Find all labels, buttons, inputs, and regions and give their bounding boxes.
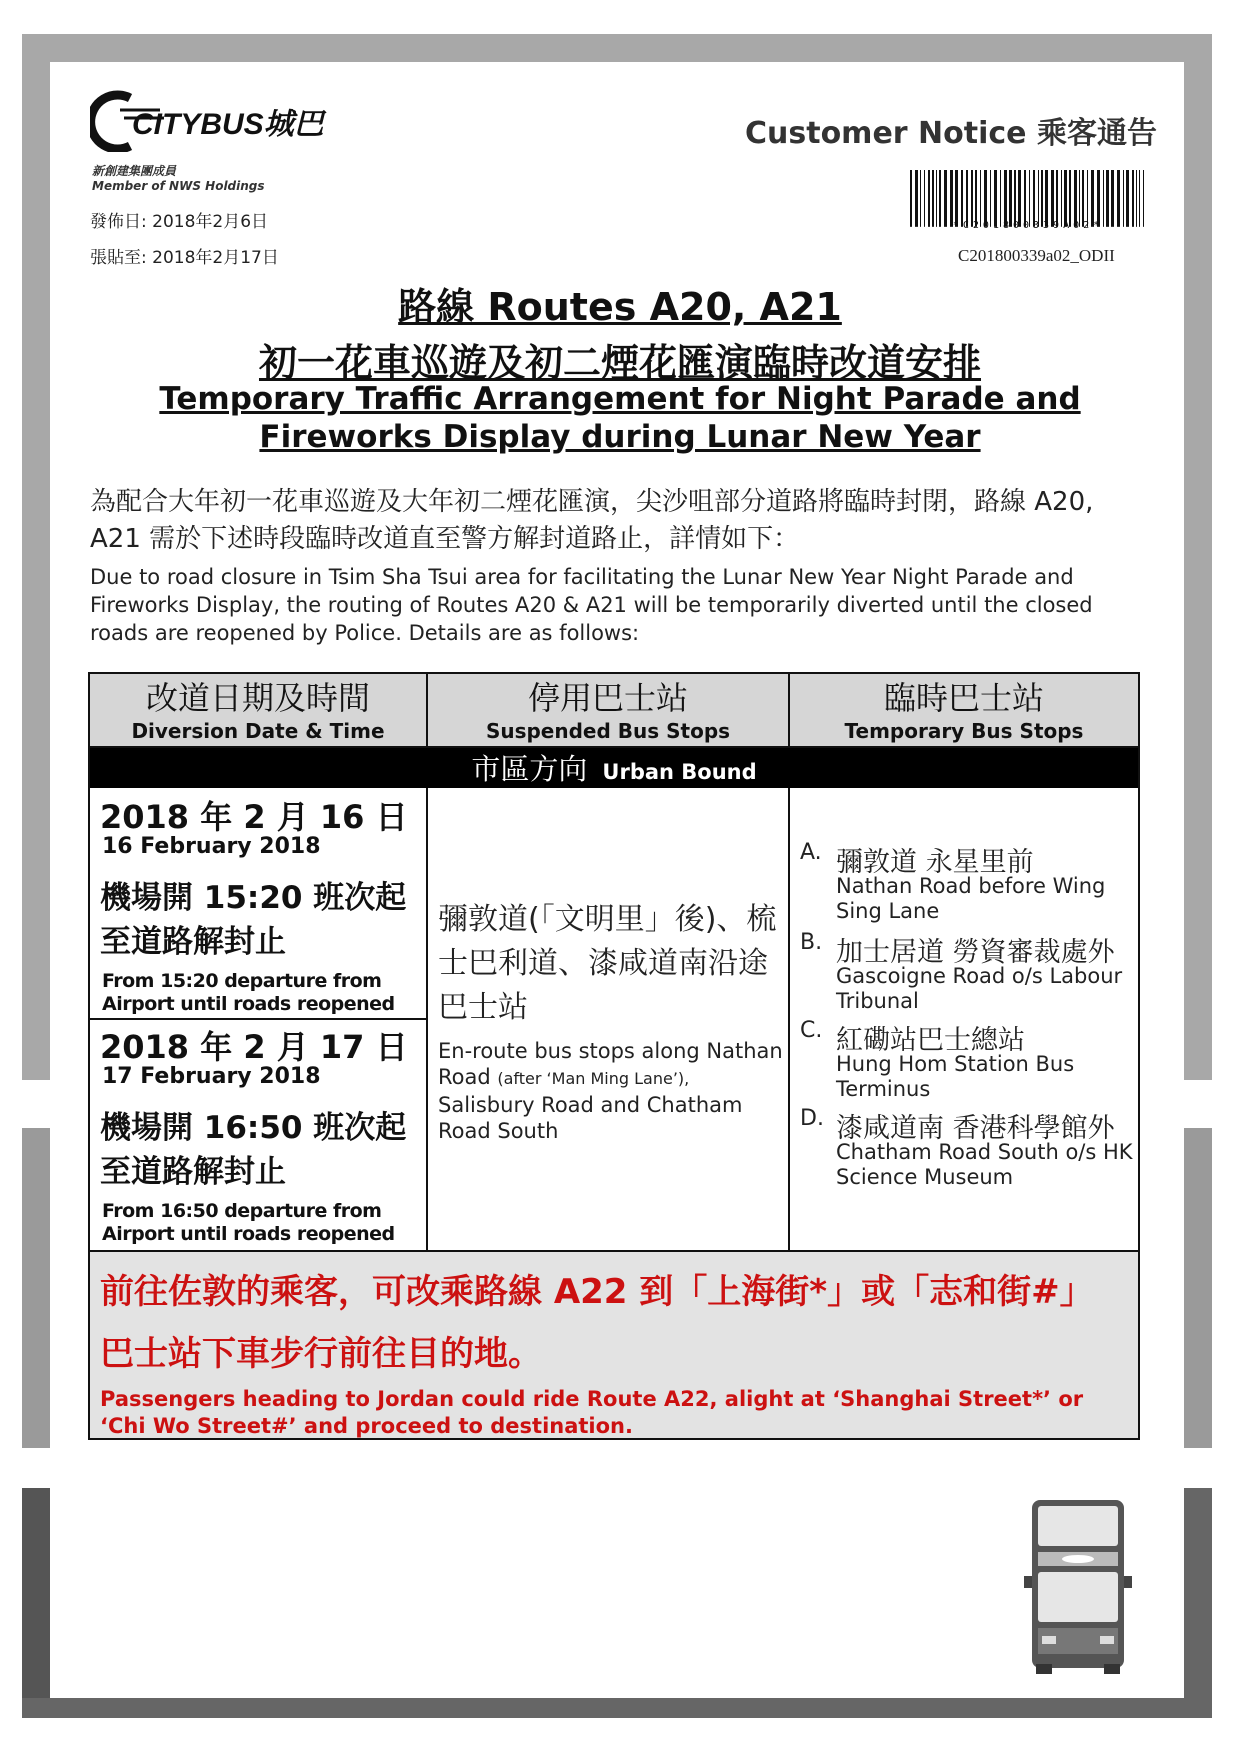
citybus-logo [90,90,330,152]
barcode-bar [1069,170,1071,227]
departure-zh: 機場開 16:50 班次起至道路解封止 [100,1110,407,1190]
stop-label: C. [800,1018,823,1043]
frame-right-lower [1184,1128,1212,1448]
date-zh: 2018 年 2 月 16 日 [100,798,408,836]
barcode-bar [1051,170,1054,227]
issue-date: 2018年2月6日 [152,212,269,232]
barcode-bar [1082,170,1084,227]
barcode-bar [1014,170,1016,227]
title-en-line1: Temporary Traffic Arrangement for Night Parade and [159,381,1081,417]
suspended-stops-column [428,788,790,1250]
until-date: 2018年2月17日 [152,248,279,268]
barcode-bar [1139,170,1140,227]
stop-en: Chatham Road South o/s HK Science Museum [836,1140,1133,1189]
stop-zh: 加士居道 勞資審裁處外 [836,937,1115,968]
barcode-bar [1024,170,1026,227]
barcode-bar [994,170,997,227]
intro-zh: 為配合大年初一花車巡遊及大年初二煙花匯演，尖沙咀部分道路將臨時封閉，路線 A20, A21 需於下述時段臨時改道直至警方解封道路止，詳情如下： [90,487,1094,554]
frame-left-lower [22,1128,50,1448]
barcode-bar [1041,170,1043,227]
barcode-bar [950,170,953,227]
barcode-bar [1074,170,1077,227]
date-en: 16 February 2018 [102,834,321,859]
header-temporary-stops [790,674,1138,746]
issue-label: 發佈日: [90,212,147,232]
stop-en: Nathan Road before Wing Sing Lane [836,874,1106,923]
stop-en: Hung Hom Station Bus Terminus [836,1052,1075,1101]
barcode-bar [984,170,987,227]
stop-label: D. [800,1106,824,1131]
suspended-en-b: Salisbury Road and Chatham Road South [438,1093,743,1143]
barcode-text: *C201800339A02* [952,220,1104,231]
frame-right-upper [1184,34,1212,1080]
citybus-logo-icon [90,90,330,152]
barcode-bar [1103,170,1104,227]
barcode-bar [971,170,973,227]
barcode-bar [928,170,930,227]
intro-en: Due to road closure in Tsim Sha Tsui area for facilitating the Lunar New Year Night Parade and Fireworks Display, the routing of Routes A20 & A21 will be temporarily diverted until the closed roads are reopened by Police. Details are as follows: [90,565,1093,645]
note-zh-line1: 前往佐敦的乘客，可改乘路線 A22 到「上海街*」或「志和街#」 [100,1272,1094,1312]
departure-en: From 15:20 departure from Airport until roads reopened [102,970,395,1015]
barcode-bar [1106,170,1109,227]
frame-bottom-right [1184,1488,1212,1718]
barcode-bar [1136,170,1137,227]
barcode-bar [1091,170,1094,227]
header-zh: 停用巴士站 [527,679,688,717]
note-zh-line2: 巴士站下車步行前往目的地。 [100,1334,542,1374]
suspended-en [438,1038,783,1144]
barcode-bar [1117,170,1120,227]
issue-date-line [90,207,268,232]
barcode-bar [1000,170,1001,227]
barcode-bar [1038,170,1039,227]
jordan-passenger-note [90,1250,1138,1438]
barcode-bar [1061,170,1062,227]
stop-zh: 紅磡站巴士總站 [836,1025,1025,1056]
diversion-table [88,672,1140,1440]
barcode-bar [920,170,921,227]
note-en: Passengers heading to Jordan could ride Route A22, alight at ‘Shanghai Street*’ or ‘Chi Wo Street#’ and proceed to destination. [100,1387,1084,1438]
barcode-bar [1018,170,1021,227]
bound-en: Urban Bound [602,760,757,784]
header-en: Diversion Date & Time [131,719,385,743]
barcode-bar [1009,170,1012,227]
stop-en: Gascoigne Road o/s Labour Tribunal [836,964,1123,1013]
stop-label: A. [800,840,822,865]
until-label: 張貼至: [90,248,147,268]
stop-label: B. [800,930,823,955]
diversion-dates-column [90,788,428,1250]
urban-bound-bar [90,746,1138,788]
header-suspended-stops [428,674,790,746]
brand-text: CITYBUS城巴 [132,108,324,141]
barcode-bar [1045,170,1048,227]
suspended-zh: 彌敦道(「文明里」後)、梳士巴利道、漆咸道南沿途巴士站 [438,902,777,1025]
barcode-bar [1079,170,1080,227]
barcode-bar [924,170,925,227]
barcode-bar [1064,170,1067,227]
barcode-bar [1033,170,1035,227]
title-routes: 路線 Routes A20, A21 [398,285,842,329]
date-block [90,788,426,1020]
header-en: Temporary Bus Stops [844,719,1084,743]
header-diversion-date [90,674,428,746]
document-code: C201800339a02_ODII [958,246,1115,265]
double-decker-bus-icon [1024,1496,1132,1676]
suspended-en-small: (after ‘Man Ming Lane’), [497,1069,690,1088]
barcode-bar [1111,170,1114,227]
barcode-bar [1004,170,1007,227]
date-zh: 2018 年 2 月 17 日 [100,1028,408,1066]
barcode-bar [955,170,958,227]
barcode-bar [1087,170,1088,227]
date-en: 17 February 2018 [102,1064,321,1089]
member-en: Member of NWS Holdings [92,179,265,193]
frame-left-upper [22,34,50,1080]
barcode-bar [936,170,937,227]
barcode-bar [1123,170,1124,227]
frame-top [22,34,1212,62]
customer-notice-title: Customer Notice 乘客通告 [745,116,1157,151]
barcode-bar [990,170,991,227]
member-text [92,164,265,194]
barcode-bar [975,170,977,227]
date-block [90,1018,426,1250]
barcode-bar [1097,170,1100,227]
barcode-bar [1132,170,1134,227]
barcode-bar [1029,170,1030,227]
member-zh: 新創建集團成員 [92,164,177,178]
header-zh: 臨時巴士站 [883,679,1044,717]
temporary-stops-column [790,788,1138,1250]
stop-zh: 彌敦道 永星里前 [836,847,1034,878]
frame-bottom [22,1698,1212,1718]
barcode-bar [980,170,981,227]
header-en: Suspended Bus Stops [485,719,731,743]
barcode-bar [915,170,918,227]
frame-bottom-left [22,1488,50,1714]
barcode-bar [961,170,963,227]
barcode-bar [1126,170,1129,227]
departure-en: From 16:50 departure from Airport until roads reopened [102,1200,395,1245]
barcode-bar [966,170,968,227]
departure-zh: 機場開 15:20 班次起至道路解封止 [100,880,407,960]
bound-zh: 市區方向 [471,752,588,786]
barcode-bar [1143,170,1144,227]
stop-zh: 漆咸道南 香港科學館外 [836,1113,1115,1144]
header-zh: 改道日期及時間 [145,679,370,717]
barcode-bar [944,170,947,227]
barcode-bar [932,170,934,227]
posting-until-line [90,243,279,268]
barcode-bar [939,170,941,227]
title-zh: 初一花車巡遊及初二煙花匯演臨時改道安排 [258,341,981,385]
barcode-bar [1056,170,1058,227]
suspended-en-a: En-route bus stops along Nathan Road [438,1039,783,1089]
title-en-line2: Fireworks Display during Lunar New Year [259,419,981,455]
barcode-bar [910,170,912,227]
